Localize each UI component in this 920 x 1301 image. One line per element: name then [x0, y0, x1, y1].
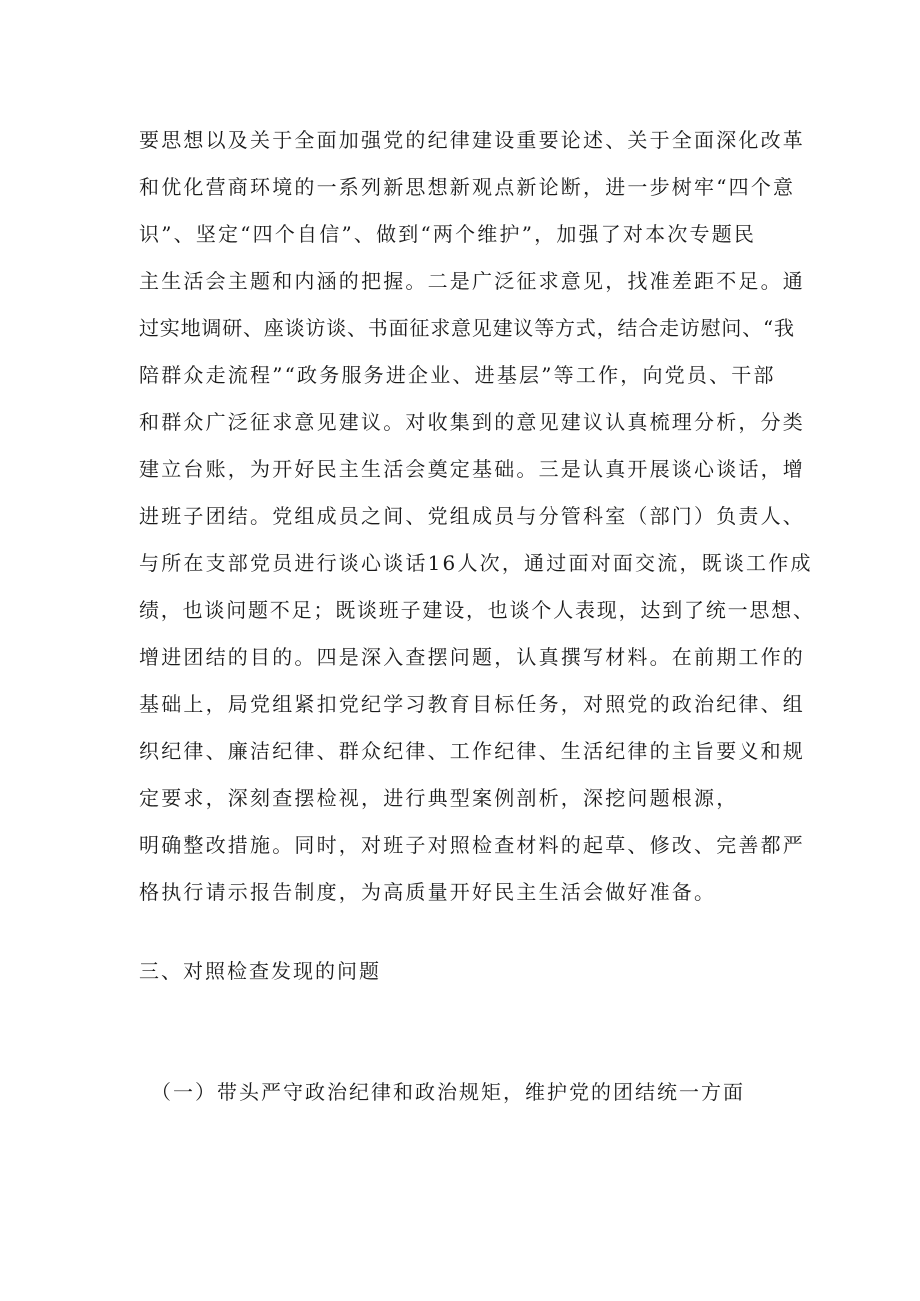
- paragraph-line: 进班子团结。党组成员之间、党组成员与分管科室（部门）负责人、: [139, 504, 805, 528]
- paragraph-line: 明确整改措施。同时，对班子对照检查材料的起草、修改、完善都严: [139, 833, 805, 857]
- paragraph-line: 识”、坚定“四个自信”、做到“两个维护”，加强了对本次专题民: [139, 222, 757, 246]
- paragraph-line: 与所在支部党员进行谈心谈话16人次，通过面对面交流，既谈工作成: [139, 551, 813, 575]
- paragraph-line: 陪群众走流程”“政务服务进企业、进基层”等工作，向党员、干部: [139, 363, 776, 387]
- paragraph-line: 建立台账，为开好民主生活会奠定基础。三是认真开展谈心谈话，增: [139, 457, 805, 481]
- paragraph-line: 定要求，深刻查摆检视，进行典型案例剖析，深挖问题根源，: [139, 786, 739, 810]
- paragraph-line: 格执行请示报告制度，为高质量开好民主生活会做好准备。: [139, 880, 717, 904]
- section-heading: 三、对照检查发现的问题: [139, 959, 381, 983]
- paragraph-line: 织纪律、廉洁纪律、群众纪律、工作纪律、生活纪律的主旨要义和规: [139, 739, 805, 763]
- paragraph-line: 绩，也谈问题不足；既谈班子建设，也谈个人表现，达到了统一思想、: [139, 598, 815, 622]
- paragraph-line: 基础上，局党组紧扣党纪学习教育目标任务，对照党的政治纪律、组: [139, 692, 805, 716]
- paragraph-line: 增进团结的目的。四是深入查摆问题，认真撰写材料。在前期工作的: [139, 645, 805, 669]
- paragraph-line: 过实地调研、座谈访谈、书面征求意见建议等方式，结合走访慰问、“我: [139, 316, 795, 340]
- paragraph-line: 和优化营商环境的一系列新思想新观点新论断，进一步树牢“四个意: [139, 175, 796, 199]
- paragraph-line: 要思想以及关于全面加强党的纪律建设重要论述、关于全面深化改革: [139, 128, 805, 152]
- subsection-heading: （一）带头严守政治纪律和政治规矩，维护党的团结统一方面: [151, 1080, 745, 1104]
- paragraph-line: 和群众广泛征求意见建议。对收集到的意见建议认真梳理分析，分类: [139, 410, 805, 434]
- paragraph-line: 主生活会主题和内涵的把握。二是广泛征求意见，找准差距不足。通: [139, 269, 805, 293]
